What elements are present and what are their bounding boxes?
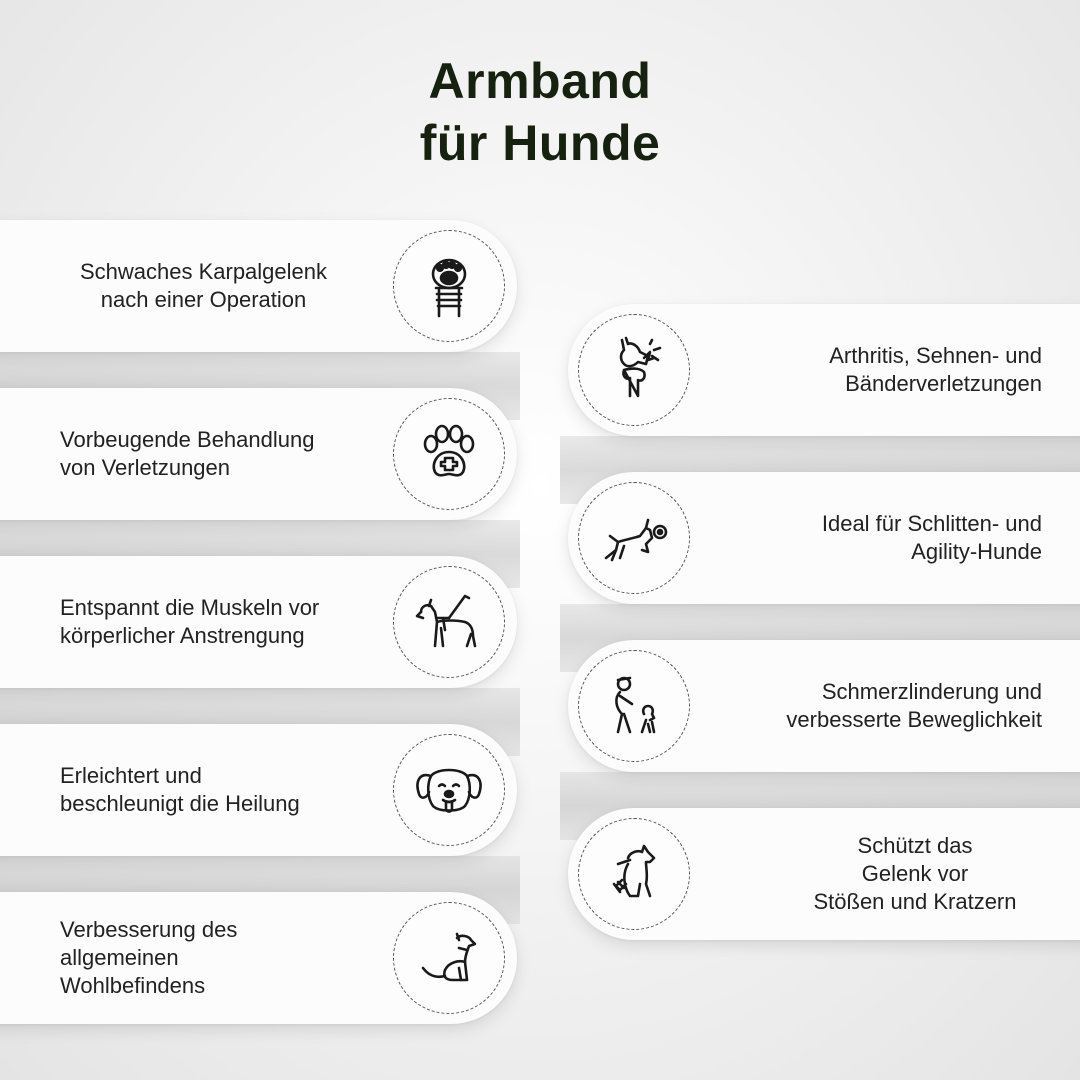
jumping-dog-icon bbox=[578, 482, 690, 594]
happy-dog-face-icon bbox=[393, 734, 505, 846]
paw-medical-cross-icon bbox=[393, 398, 505, 510]
bandaged-paw-icon bbox=[393, 230, 505, 342]
benefit-text: Ideal für Schlitten- und Agility-Hunde bbox=[821, 511, 1042, 564]
benefit-text: Schwaches Karpalgelenk nach einer Operation bbox=[79, 259, 328, 312]
joint-pain-icon bbox=[578, 314, 690, 426]
benefit-text: Schützt das Gelenk vor Stößen und Kratzern bbox=[813, 833, 1017, 914]
benefit-card-left-4 bbox=[0, 724, 517, 856]
dog-with-harness-icon bbox=[393, 566, 505, 678]
benefit-card-right-3 bbox=[568, 640, 1080, 772]
benefit-card-left-2 bbox=[0, 388, 517, 520]
benefit-text: Schmerzlinderung und verbesserte Beweglichkeit bbox=[786, 679, 1042, 732]
benefit-text: Erleichtert und beschleunigt die Heilung bbox=[60, 763, 300, 816]
benefit-card-right-4 bbox=[568, 808, 1080, 940]
dog-with-wrap-icon bbox=[578, 818, 690, 930]
benefit-text: Vorbeugende Behandlung von Verletzungen bbox=[60, 427, 315, 480]
benefit-text: Verbesserung des allgemeinen Wohlbefindens bbox=[60, 917, 238, 998]
benefit-card-left-3 bbox=[0, 556, 517, 688]
benefit-card-right-2 bbox=[568, 472, 1080, 604]
benefit-text: Arthritis, Sehnen- und Bänderverletzungen bbox=[829, 343, 1042, 396]
page-title bbox=[0, 50, 1080, 174]
benefit-text: Entspannt die Muskeln vor körperlicher Anstrengung bbox=[60, 595, 320, 648]
sitting-dog-icon bbox=[393, 902, 505, 1014]
benefit-card-left-1 bbox=[0, 220, 517, 352]
title-line-1: Armband bbox=[428, 53, 652, 109]
benefit-card-right-1 bbox=[568, 304, 1080, 436]
person-and-dog-icon bbox=[578, 650, 690, 762]
benefit-card-left-5 bbox=[0, 892, 517, 1024]
title-line-2: für Hunde bbox=[419, 115, 661, 171]
